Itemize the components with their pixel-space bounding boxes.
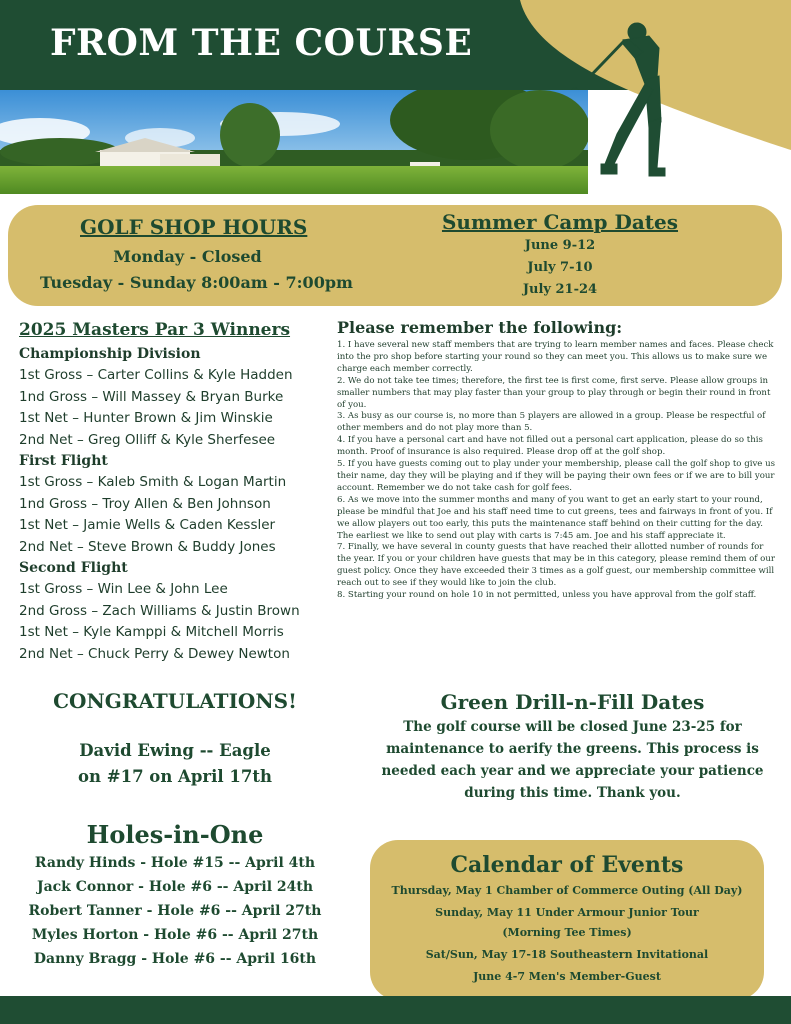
drill-line: needed each year and we appreciate your patience bbox=[381, 763, 764, 779]
holes-in-one-heading: Holes-in-One bbox=[86, 820, 264, 849]
winner-row: 2nd Net – Greg Olliff & Kyle Sherfesee bbox=[19, 431, 276, 448]
hole-in-one-row: Robert Tanner - Hole #6 -- April 27th bbox=[28, 903, 322, 919]
drill-line: maintenance to aerify the greens. This process is bbox=[386, 741, 759, 757]
calendar-event: June 4-7 Men's Member-Guest bbox=[473, 970, 661, 983]
calendar-event: Sat/Sun, May 17-18 Southeastern Invitational bbox=[425, 948, 709, 961]
calendar-event: Sunday, May 11 Under Armour Junior Tour bbox=[435, 906, 699, 919]
winner-row: 1st Gross – Win Lee & John Lee bbox=[19, 581, 228, 597]
drill-heading: Green Drill-n-Fill Dates bbox=[440, 690, 705, 714]
drill-line: The golf course will be closed June 23-25 for bbox=[403, 719, 742, 735]
summer-camp-date: July 7-10 bbox=[527, 260, 593, 275]
masters-winners-section bbox=[19, 320, 329, 665]
winner-row: 1nd Gross – Will Massey & Bryan Burke bbox=[19, 388, 284, 405]
masters-heading: 2025 Masters Par 3 Winners bbox=[19, 320, 291, 340]
summer-camp-heading: Summer Camp Dates bbox=[441, 210, 679, 234]
winner-row: 1st Net – Jamie Wells & Caden Kessler bbox=[19, 517, 276, 533]
remember-item: 1. I have several new staff members that are trying to learn member names and faces. Please check into the pro shop before starting your round so they can meet you. This allows us to make sure we charge each member correctly. bbox=[337, 340, 774, 374]
remember-item: 3. As busy as our course is, no more than 5 players are allowed in a group. Please be respectful of other members and do not play more than 5. bbox=[337, 411, 766, 434]
remember-item: 5. If you have guests coming out to play under your membership, please call the golf shop to give us their name, day they will be playing and if they will be paying their own fees or if we are to bill your account. Remember we do not take cash for golf fees. bbox=[337, 459, 776, 493]
drill-line: during this time. Thank you. bbox=[464, 785, 681, 801]
summer-camp-date: July 21-24 bbox=[522, 282, 598, 297]
winner-row: 1st Net – Kyle Kamppi & Mitchell Morris bbox=[19, 624, 284, 640]
calendar-heading: Calendar of Events bbox=[450, 852, 684, 878]
summer-camp-date: June 9-12 bbox=[524, 238, 596, 253]
division-heading: Championship Division bbox=[19, 346, 201, 362]
remember-item: 4. If you have a personal cart and have not filled out a personal cart application, please do so this month. Proof of insurance is also required. Please drop off at the golf shop. bbox=[337, 435, 763, 458]
calendar-event: Thursday, May 1 Chamber of Commerce Outing (All Day) bbox=[391, 884, 743, 897]
congrats-heading: CONGRATULATIONS! bbox=[53, 689, 297, 713]
remember-item: 8. Starting your round on hole 10 in not permitted, unless you have approval from the golf staff. bbox=[337, 590, 757, 601]
remember-item: 6. As we move into the summer months and many of you want to get an early start to your round, please be mindful that Joe and his staff need time to cut greens, tees and fairways in front of you. If we allow players out too early, this puts the maintenance staff behind on their cutting for the day. The earliest we like to send out play with carts is 7:45 am. Joe and his staff appreciate it. bbox=[337, 494, 773, 541]
course-photo bbox=[0, 90, 588, 194]
hole-in-one-row: Danny Bragg - Hole #6 -- April 16th bbox=[33, 951, 317, 967]
winner-row: 1nd Gross – Troy Allen & Ben Johnson bbox=[19, 495, 271, 512]
winner-row: 1st Net – Hunter Brown & Jim Winskie bbox=[19, 410, 273, 426]
congrats-line: David Ewing -- Eagle bbox=[79, 741, 271, 760]
winner-row: 1st Gross – Kaleb Smith & Logan Martin bbox=[19, 474, 287, 490]
remember-item: 2. We do not take tee times; therefore, the first tee is first come, first serve. Please allow groups in smaller numbers that may play faster than your group to play through or begin their round in front of you. bbox=[337, 375, 771, 410]
remember-heading: Please remember the following: bbox=[337, 318, 623, 337]
footer-bar bbox=[0, 996, 791, 1024]
winner-row: 2nd Net – Chuck Perry & Dewey Newton bbox=[19, 645, 290, 662]
division-heading: Second Flight bbox=[19, 560, 128, 576]
golf-shop-hours-line: Monday - Closed bbox=[113, 247, 262, 266]
golf-shop-hours-line: Tuesday - Sunday 8:00am - 7:00pm bbox=[40, 273, 353, 292]
remember-section bbox=[337, 318, 777, 602]
page-title: FROM THE COURSE bbox=[50, 22, 473, 64]
winner-row: 1st Gross – Carter Collins & Kyle Hadden bbox=[19, 367, 293, 383]
remember-item: 7. Finally, we have several in county guests that have reached their allotted number of rounds for the year. If you or your children have guests that may be in this category, please remind them of our guest policy. Once they have exceeded their 3 times as a golf guest, our membership committee will reach out to see if they would like to join the club. bbox=[337, 542, 775, 589]
hole-in-one-row: Myles Horton - Hole #6 -- April 27th bbox=[31, 927, 319, 943]
hole-in-one-row: Randy Hinds - Hole #15 -- April 4th bbox=[34, 855, 316, 871]
winner-row: 2nd Gross – Zach Williams & Justin Brown bbox=[19, 602, 300, 619]
hole-in-one-row: Jack Connor - Hole #6 -- April 24th bbox=[36, 879, 314, 895]
calendar-event: (Morning Tee Times) bbox=[502, 926, 632, 939]
golf-shop-hours-heading: GOLF SHOP HOURS bbox=[80, 215, 308, 239]
winner-row: 2nd Net – Steve Brown & Buddy Jones bbox=[19, 538, 276, 555]
division-heading: First Flight bbox=[19, 453, 108, 469]
congrats-line: on #17 on April 17th bbox=[78, 767, 272, 786]
